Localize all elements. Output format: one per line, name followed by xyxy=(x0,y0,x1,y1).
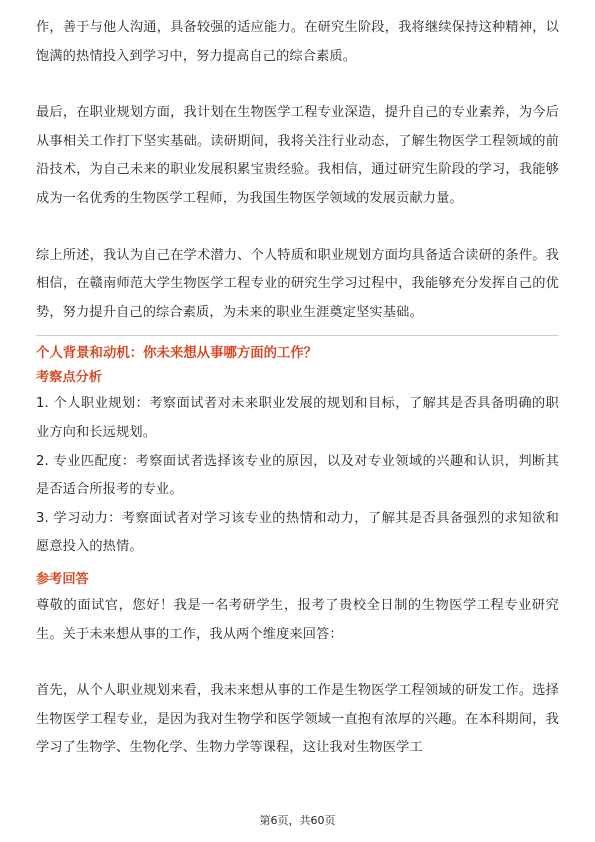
analysis-item-2: 2. 专业匹配度：考察面试者选择该专业的原因，以及对专业领域的兴趣和认识，判断其是否适合所报考的专业。 xyxy=(36,453,559,498)
document-page xyxy=(36,14,559,763)
section-divider xyxy=(36,335,559,336)
answer-paragraph-2: 首先，从个人职业规划来看，我未来想从事的工作是生物医学工程领域的研发工作。选择生物医学工程专业，是因为我对生物学和医学领域一直抱有浓厚的兴趣。在本科期间，我学习了生物学、生物化学、生物力学等课程，这让我对生物医学工 xyxy=(36,683,559,756)
analysis-item-1: 1. 个人职业规划：考察面试者对未来职业发展的规划和目标，了解其是否具备明确的职业方向和长远规划。 xyxy=(36,396,559,440)
analysis-item-3: 3. 学习动力：考察面试者对学习该专业的热情和动力，了解其是否具备强烈的求知欲和愿意投入的热情。 xyxy=(36,510,559,555)
intro-paragraph-1: 作，善于与他人沟通，具备较强的适应能力。在研究生阶段，我将继续保持这种精神，以饱满的热情投入到学习中，努力提高自己的综合素质。 xyxy=(36,20,559,64)
intro-paragraph-3: 综上所述，我认为自己在学术潜力、个人特质和职业规划方面均具备适合读研的条件。我相信，在赣南师范大学生物医学工程专业的研究生学习过程中，我能够充分发挥自己的优势，努力提升自己的综合素质，为未来的职业生涯奠定坚实基础。 xyxy=(36,247,559,320)
page-number-footer: 第6页，共60页 xyxy=(259,814,336,827)
paragraph-gap xyxy=(36,71,559,99)
intro-paragraph-2: 最后，在职业规划方面，我计划在生物医学工程专业深造，提升自己的专业素养，为今后从事相关工作打下坚实基础。读研期间，我将关注行业动态，了解生物医学工程领域的前沿技术，为自己未来的职业发展积累宝贵经验。我相信，通过研究生阶段的学习，我能够成为一名优秀的生物医学工程师，为我国生物医学领域的发展贡献力量。 xyxy=(36,105,559,206)
analysis-heading: 考察点分析 xyxy=(36,370,102,386)
paragraph-gap xyxy=(36,214,559,242)
paragraph-gap xyxy=(36,649,559,677)
answer-paragraph-1: 尊敬的面试官，您好！我是一名考研学生，报考了贵校全日制的生物医学工程专业研究生。关于未来想从事的工作，我从两个维度来回答： xyxy=(36,597,559,642)
answer-heading: 参考回答 xyxy=(36,571,89,587)
question-title: 个人背景和动机：你未来想从事哪方面的工作？ xyxy=(36,346,318,362)
